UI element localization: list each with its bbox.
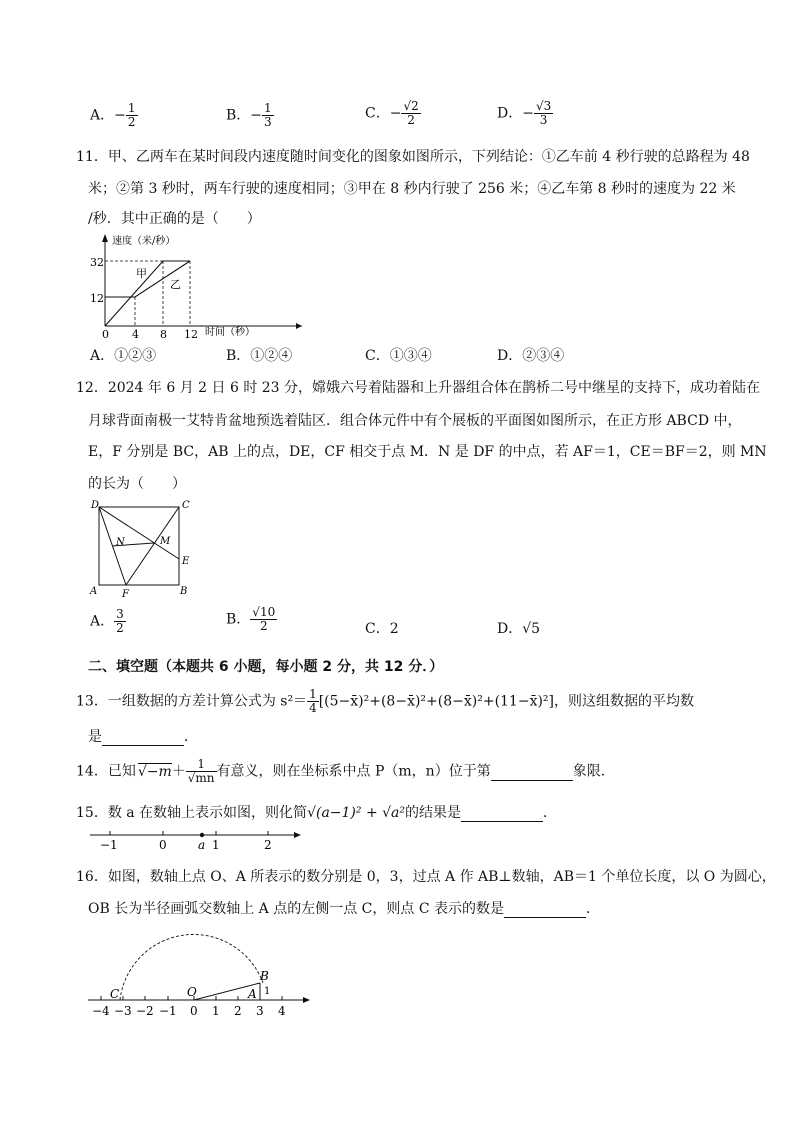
q11-option-a[interactable]: A．①②③ [90, 348, 157, 364]
xtick-8: 8 [160, 328, 167, 338]
x-axis-label: 时间（秒） [205, 327, 255, 338]
label-m: M [160, 536, 171, 547]
svg-text:−3: −3 [114, 1004, 132, 1018]
label-f: F [122, 589, 129, 598]
fraction: $\frac{1}{2}$ [127, 101, 136, 129]
q11-option-c[interactable]: C．①③④ [365, 348, 432, 364]
q13-line-1: 13．一组数据的方差计算公式为 s²＝ $\frac{1}{4}$ [(5−x̄)²+(8−x̄)²+(8−x̄)²+(11−x̄)²]，则这组数据的平均数 [76, 687, 695, 715]
svg-text:3: 3 [256, 1004, 264, 1018]
fraction: $\frac{√3}{3}$ [535, 99, 552, 127]
series-jia-line [105, 261, 190, 326]
svg-text:1: 1 [212, 838, 220, 852]
q12-line-1: 12．2024 年 6 月 2 日 6 时 23 分，嫦娥六号着陆器和上升器组合体在鹊桥二号中继星的支持下，成功着陆在 [76, 380, 761, 396]
q11-line-2: 米；②第 3 秒时，两车行驶的速度相同；③甲在 8 秒内行驶了 256 米；④乙车第 8 秒时的速度为 22 米 [88, 181, 736, 197]
q10-option-b[interactable]: B．− $\frac{1}{3}$ [226, 101, 272, 129]
svg-text:−1: −1 [159, 1004, 177, 1018]
q12-line-2: 月球背面南极一艾特肯盆地预选着陆区．组合体元件中有个展板的平面图如图所示，在正方形 ABCD 中， [88, 413, 742, 429]
label-c: C [182, 500, 190, 511]
y-axis-label: 速度（米/秒） [112, 236, 176, 247]
sqrt-expression: √−m [137, 763, 172, 780]
svg-text:a: a [198, 838, 206, 852]
x-axis-arrow [296, 323, 302, 329]
svg-text:−2: −2 [136, 1004, 154, 1018]
fraction: $\frac{1}{4}$ [309, 687, 317, 715]
q12-line-3: E，F 分别是 BC，AB 上的点，DE，CF 相交于点 M．N 是 DF 的中点，若 AF＝1，CE＝BF＝2，则 MN [88, 444, 767, 460]
q11-speed-time-graph [90, 232, 305, 338]
q10-option-d[interactable]: D．− $\frac{√3}{3}$ [497, 99, 552, 127]
xtick-4: 4 [132, 328, 139, 338]
ytick-32: 32 [90, 256, 104, 269]
series-yi-label: 乙 [170, 278, 181, 291]
svg-text:−1: −1 [100, 838, 118, 852]
label-ab-length: 1 [264, 986, 271, 997]
q14-line: 14．已知 √−m＋ $\frac{1}{√mn}$ 有意义，则在坐标系中点 P（m，n）位于第 象限． [76, 757, 615, 785]
label-e: E [182, 556, 190, 567]
fraction: $\frac{1}{3}$ [264, 101, 272, 129]
q12-option-d[interactable]: D．√5 [497, 621, 541, 637]
svg-text:1: 1 [212, 1004, 220, 1018]
q16-line-1: 16．如图，数轴上点 O、A 所表示的数分别是 0，3，过点 A 作 AB⊥数轴，AB＝1 个单位长度，以 O 为圆心， [76, 869, 776, 885]
q12-option-c[interactable]: C．2 [365, 621, 399, 637]
ytick-12: 12 [90, 292, 104, 305]
q14-answer-blank[interactable] [491, 764, 573, 781]
q11-option-d[interactable]: D．②③④ [497, 348, 565, 364]
q12-line-4: 的长为（ ） [88, 476, 186, 492]
q15-expression: √(a−1)² + √a² [307, 805, 406, 821]
q12-square-figure [88, 498, 198, 598]
q16-number-line-figure [88, 920, 313, 1020]
q13-line-2: 是 ． [88, 729, 198, 745]
label-b: B [260, 969, 269, 983]
svg-text:0: 0 [159, 838, 167, 852]
svg-text:−4: −4 [92, 1004, 110, 1018]
q13-answer-blank[interactable] [102, 729, 184, 746]
q10-option-c[interactable]: C．− $\frac{√2}{2}$ [365, 99, 419, 127]
q15-answer-blank[interactable] [461, 805, 543, 822]
q16-answer-blank[interactable] [504, 901, 586, 918]
label-d: D [91, 500, 100, 511]
svg-text:0: 0 [190, 1004, 198, 1018]
q15-number-line [88, 828, 303, 852]
q11-line-3: /秒．其中正确的是（ ） [88, 211, 261, 227]
svg-text:2: 2 [264, 838, 272, 852]
label-a: A [90, 586, 98, 597]
q12-option-b[interactable]: B． $\frac{√10}{2}$ [226, 605, 276, 633]
xtick-0: 0 [102, 328, 109, 338]
label-a: A [248, 987, 257, 1001]
q15-line: 15．数 a 在数轴上表示如图，则化简√(a−1)² + √a²的结果是 ． [76, 805, 558, 821]
label-n: N [116, 537, 125, 548]
y-axis-arrow [102, 234, 108, 242]
q10-option-a[interactable]: A．− $\frac{1}{2}$ [90, 101, 136, 129]
svg-text:4: 4 [278, 1004, 286, 1018]
label-b: B [180, 586, 188, 597]
label-o: O [187, 985, 197, 999]
fraction: $\frac{√2}{2}$ [403, 99, 419, 127]
q16-line-2: OB 长为半径画弧交数轴上 A 点的左侧一点 C，则点 C 表示的数是 ． [88, 901, 600, 917]
section-2-heading: 二、填空题（本题共 6 小题，每小题 2 分，共 12 分．） [88, 659, 444, 675]
label-c: C [110, 987, 120, 1001]
q12-option-a[interactable]: A． $\frac{3}{2}$ [90, 607, 124, 635]
xtick-12: 12 [184, 328, 198, 338]
svg-text:2: 2 [234, 1004, 242, 1018]
q11-line-1: 11．甲、乙两车在某时间段内速度随时间变化的图象如图所示，下列结论：①乙车前 4 秒行驶的总路程为 48 [76, 149, 750, 165]
q11-option-b[interactable]: B．①②④ [226, 348, 293, 364]
series-jia-label: 甲 [136, 267, 147, 280]
